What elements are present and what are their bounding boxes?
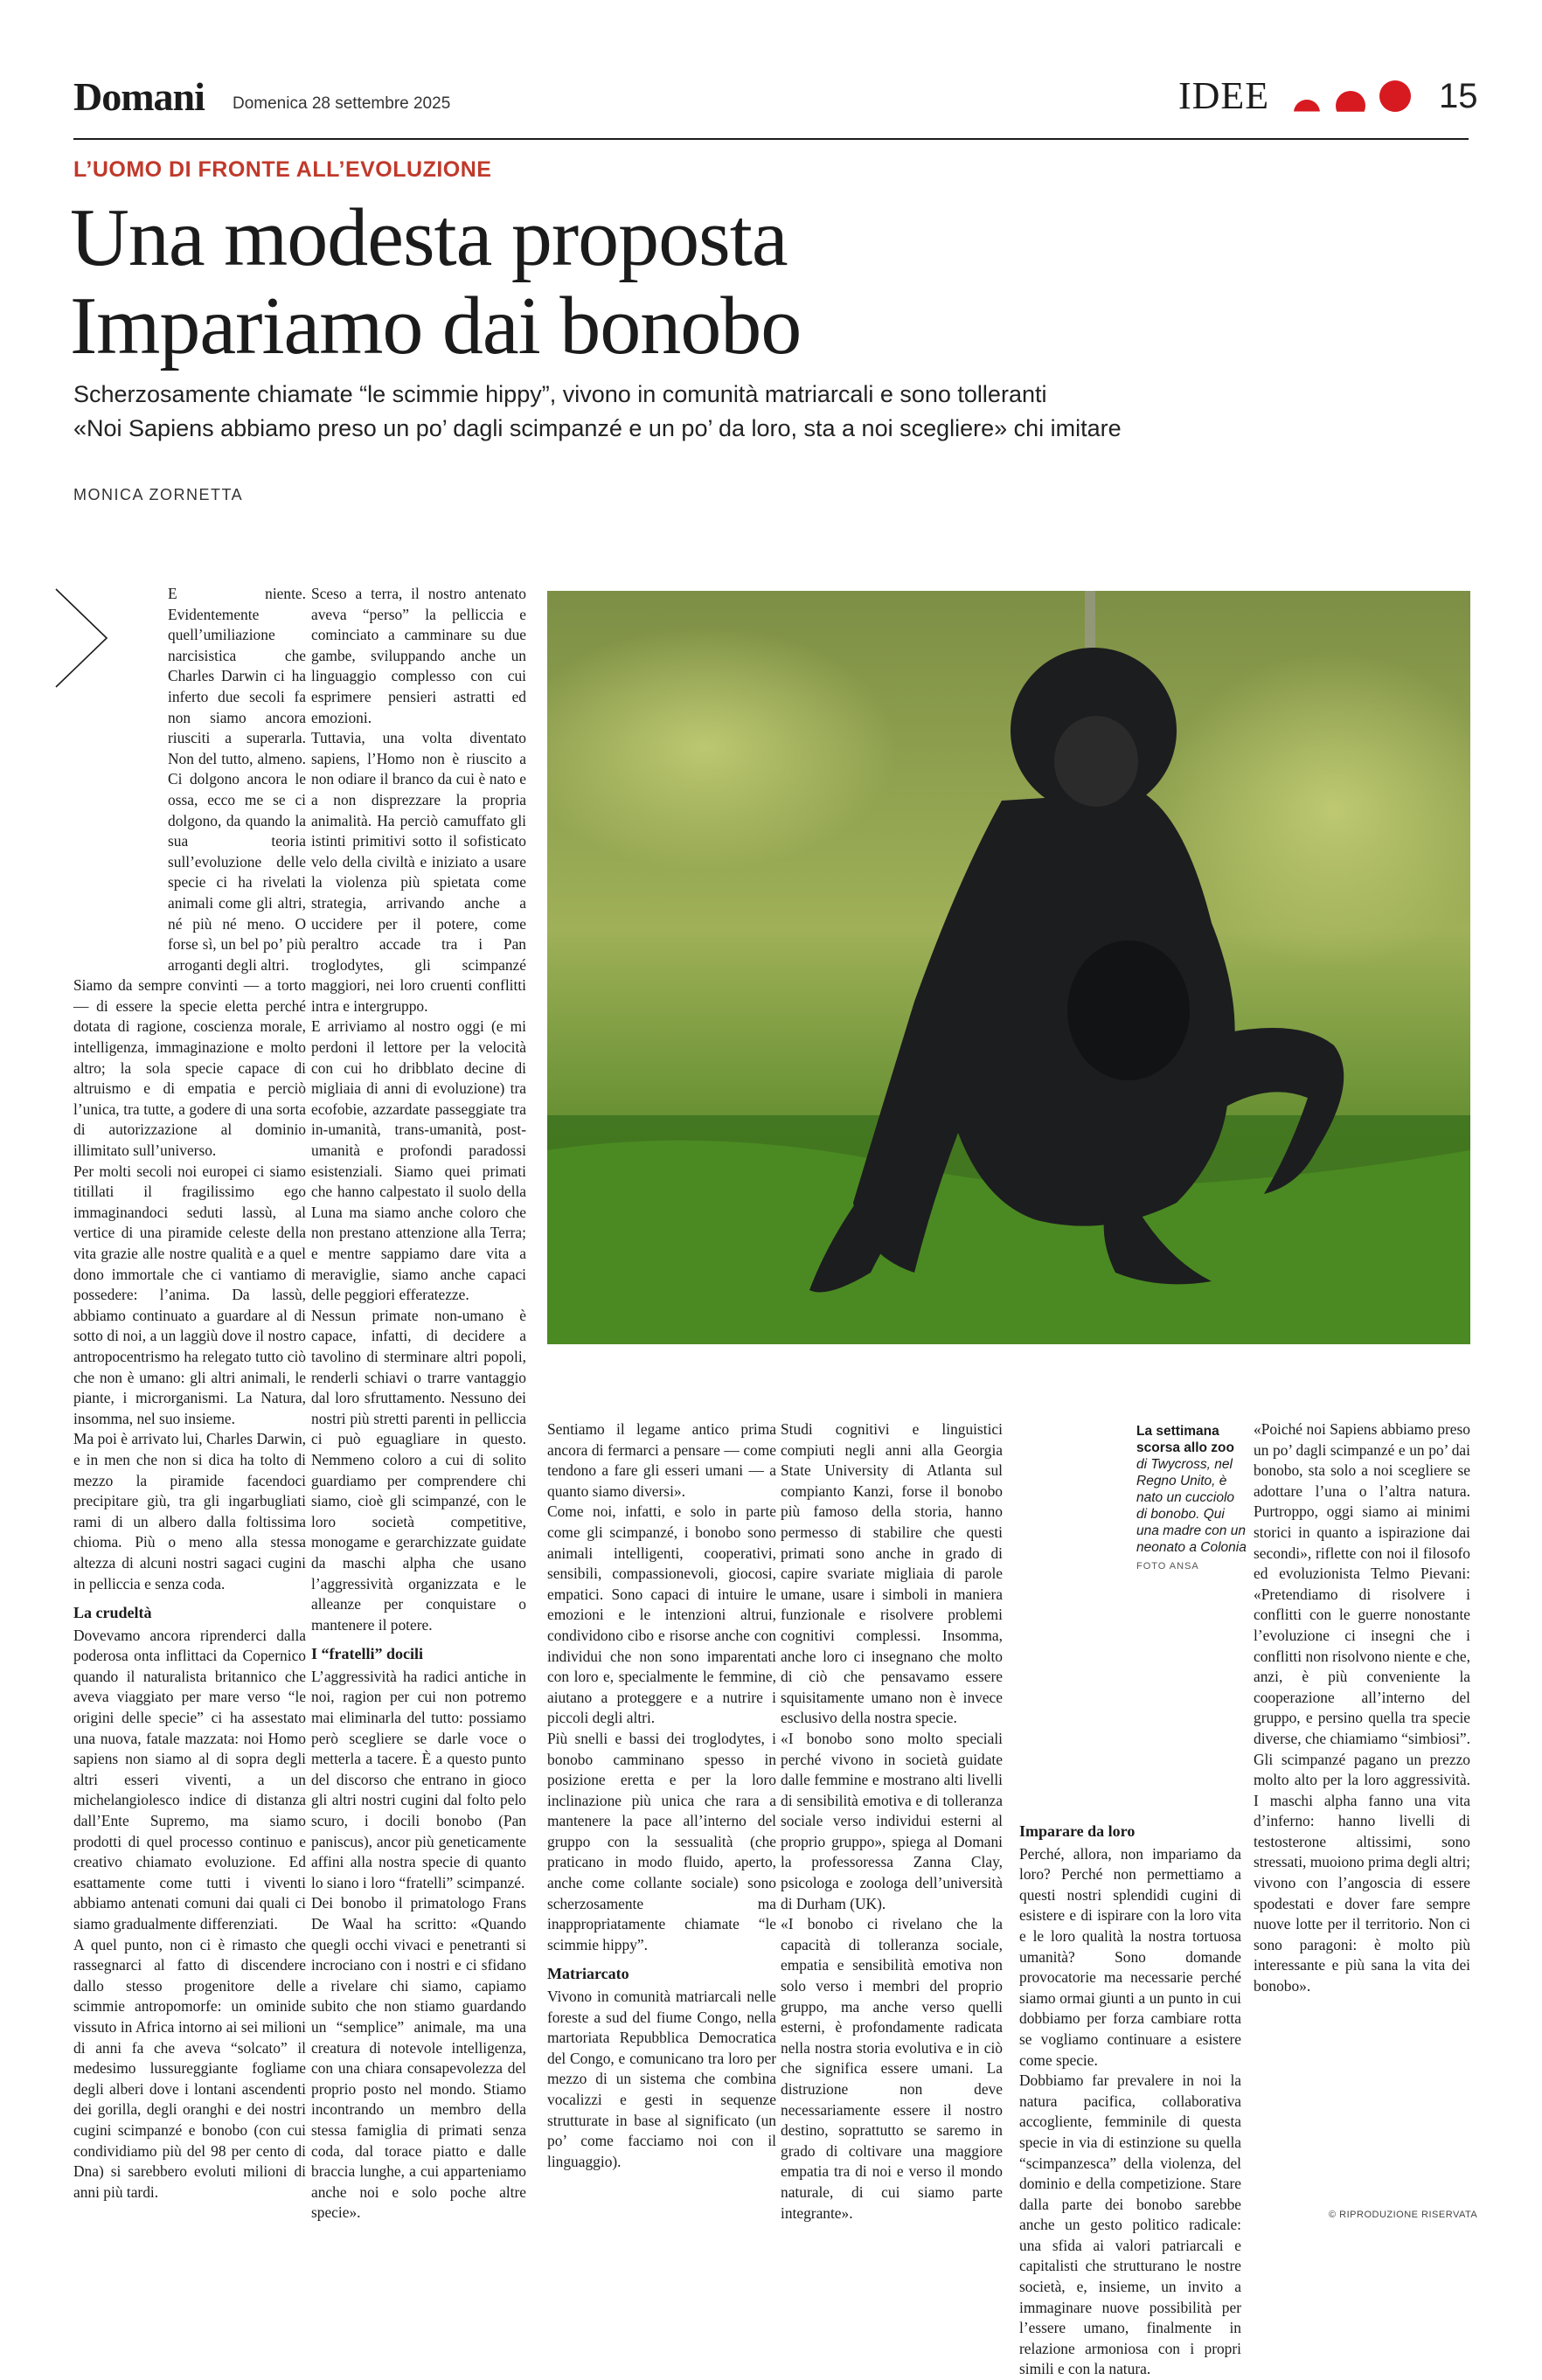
paragraph: «Poiché noi Sapiens abbiamo preso un po’ dagli scimpanzé e un po’ dai bonobo, sta solo a noi scegliere se adottare l’una o l’altra natura. Purtroppo, oggi siamo ai minimi storici in quanto a ispirazione dai secondi», riflette con noi il filosofo ed evoluzionista Telmo Pievani: «Pretendiamo di risolvere i conflitti con le guerre nonostante l’evoluzione ci insegni che i conflitti non risolvono niente e che, anzi, è più conveniente la cooperazione all’interno del gruppo, e persino quella tra specie diverse, che chiamiamo “simbiosi”. Gli scimpanzé pagano un prezzo molto alto per la loro aggressività. I maschi alpha fanno una vita d’inferno: hanno livelli di testosterone altissimi, sono stressati, muoiono prima degli altri; vivono con l’angoscia di essere spodestati e dover fare sempre nuove lotte per il territorio. Non ci sono paragoni: è molto più interessante e più sana la vita dei bonobo». (1254, 1420, 1470, 1995)
paragraph: Come noi, infatti, e solo in parte come gli scimpanzé, i bonobo sono animali intelligenti, cooperativi, sensibili, compassionevoli, giocosi, empatici. Sono capaci di intuire le emozioni e le intenzioni altrui, condividono cibo e risorse anche con individui che non sono imparentati con loro e, specialmente le femmine, aiutano a proteggere e a nutrire i piccoli degli altri. (547, 1502, 776, 1727)
paragraph: «I bonobo sono molto speciali perché vivono in società guidate dalle femmine e mostrano alti livelli di sensibilità emotiva e di tolleranza sociale verso individui esterni al proprio gruppo», spiega al Domani la professoressa Zanna Clay, psicologa e zoologa dell’università di Durham (UK). (781, 1729, 1003, 1912)
article-column-5 (1019, 1821, 1241, 2380)
masthead-logo: Domani (73, 74, 205, 119)
headline-line-2: Impariamo dai bonobo (70, 281, 802, 371)
paragraph: Dei bonobo il primatologo Frans De Waal ha scritto: «Quando quegli occhi vivaci e penetranti si incrociano con i nostri e ci sfidano a rivelare chi siamo, capiamo subito che non stiamo guardando un “semplice” animale, ma una creatura di notevole intelligenza, con una chiara consapevolezza del proprio posto nel mondo. Stiamo incontrando un membro della stessa famiglia di primati senza coda, dal torace piatto e dalle braccia lunghe, a cui apparteniamo anche noi e solo poche altre specie». (311, 1894, 526, 2222)
section-dot-large (1379, 80, 1411, 112)
article-column-3 (547, 1419, 776, 2172)
bonobo-image (547, 591, 1470, 1344)
paragraph: «I bonobo ci rivelano che la capacità di tolleranza sociale, empatia e sensibilità emotiva non solo verso i membri del proprio gruppo, ma anche verso quelli esterni, è profondamente radicata nella nostra storia evolutiva e in ciò che significa essere umani. La distruzione non deve necessariamente essere il nostro destino, soprattutto se saremo in grado di coltivare una maggiore empatia tra di noi e verso il mondo naturale, di cui siamo parte integrante». (781, 1915, 1003, 2222)
section-label: IDEE (1178, 74, 1270, 117)
bonobo-photo (547, 591, 1470, 1344)
paragraph: A quel punto, non ci è rimasto che rassegnarci al fatto di discendere dallo stesso progenitore delle scimmie antropomorfe: un ominide vissuto in Africa intorno ai sei milioni di anni fa che aveva “solcato” il medesimo lussureggiante fogliame degli alberi dove i lontani ascendenti dei gorilla, degli oranghi e dei nostri cugini scimpanzé e bonobo (con cui condividiamo più del 98 per cento di Dna) si sarebbero evoluti milioni di anni più tardi. (73, 1935, 306, 2201)
issue-date: Domenica 28 settembre 2025 (233, 94, 451, 113)
article-headline (70, 194, 801, 371)
paragraph: Studi cognitivi e linguistici compiuti negli anni alla Georgia State University di Atlanta sul compianto Kanzi, forse il bonobo più famoso della storia, hanno permesso di stabilire che questi primati sono anche in grado di capire svariate migliaia di parole umane, usare i simboli in maniera funzionale e risolvere problemi cognitivi complessi. Insomma, anche loro ci insegnano che molto di ciò che pensavamo essere squisitamente umano non è invece esclusivo della nostra specie. (781, 1420, 1003, 1727)
paragraph: Per molti secoli noi europei ci siamo titillati il fragilissimo ego immaginandoci seduti lassù, al vertice di una piramide celeste della vita grazie alle nostre qualità e a quel dono immortale che ci vantiamo di possedere: l’anima. Da lassù, abbiamo continuato a guardare al di sotto di noi, a un laggiù dove il nostro antropocentrismo ha relegato tutto ciò che non è umano: gli altri animali, le piante, i microrganismi. La Natura, insomma, nel suo insieme. (73, 1162, 306, 1427)
section-dot-medium (1336, 91, 1365, 121)
paragraph: Dobbiamo far prevalere in noi la natura pacifica, collaborativa accogliente, femminile di questa specie in via di estinzione su quella “scimpanzesca” della violenza, del dominio e della competizione. Stare dalla parte dei bonobo sarebbe anche un gesto politico radicale: una sfida ai valori patriarcali e capitalisti che strutturano le nostre società, e, insieme, un invito a immaginare nuove possibilità per l’essere umano, finalmente in relazione armoniosa con i propri simili e con la natura. (1019, 2071, 1241, 2378)
subtitle-line-1: Scherzosamente chiamate “le scimmie hippy”, vivono in comunità matriarcali e sono tolleranti (73, 381, 1047, 407)
paragraph: Perché, allora, non impariamo da loro? Perché non permettiamo a questi nostri splendidi cugini di esistere e di ispirare con la loro vita e le loro qualità la nostra tortuosa umanità? Sono domande provocatorie ma necessarie perché siamo ormai giunti a un punto in cui dobbiamo per forza cambiare rotta se vogliamo continuare a esistere come specie. (1019, 1844, 1241, 2069)
subheading-matriarcato: Matriarcato (547, 1965, 629, 1983)
section-dot-small (1294, 100, 1320, 126)
paragraph: Sceso a terra, il nostro antenato aveva “perso” la pelliccia e cominciato a camminare su due gambe, sviluppando anche un linguaggio complesso con cui esprimere pensieri astratti ed emozioni. (311, 585, 526, 726)
caption-title: La settimana scorsa allo zoo (1136, 1424, 1234, 1455)
article-column-2 (311, 584, 526, 2224)
author-byline: MONICA ZORNETTA (73, 486, 244, 503)
paragraph: Nessun primate non-umano è capace, infatti, di decidere a tavolino di sterminare altri popoli, renderli schiavi o trarre vantaggio dal loro sfruttamento. Nessuno dei nostri più stretti parenti in pelliccia ci può eguagliare in questo. Nemmeno coloro a cui di solito guardiamo per comprendere chi siamo, cioè gli scimpanzé, con le loro società competitive, monogame e gerarchizzate guidate da maschi alpha che usano l’aggressività organizzata e le alleanze per conquistare o mantenere il potere. (311, 1306, 526, 1634)
caption-body: di Twycross, nel Regno Unito, è nato un cucciolo di bonobo. Qui una madre con un neonato a Colonia (1136, 1457, 1247, 1555)
header-rule (73, 138, 1469, 140)
page-number: 15 (1439, 77, 1478, 115)
paragraph: Sentiamo il legame antico prima ancora di fermarci a pensare — come tendono a fare gli esseri umani — a quanto siamo diversi». (547, 1420, 776, 1500)
paragraph: Ma poi è arrivato lui, Charles Darwin, e in men che non si dica ha tolto di mezzo la piramide facendoci precipitare giù, tra gli ingarbugliati rami di un albero dalla foltissima chioma. Più o meno alla stessa altezza di alcuni nostri sagaci cugini in pelliccia e senza coda. (73, 1430, 306, 1592)
article-column-1 (73, 584, 306, 2203)
copyright-notice: © RIPRODUZIONE RISERVATA (1329, 2210, 1478, 2220)
paragraph: L’aggressività ha radici antiche in noi, ragion per cui non potremo mai eliminarla del tutto: possiamo però scegliere se darle voce o metterla a tacere. È a questo punto del discorso che entrano in gioco gli altri nostri cugini dal folto pelo scuro, i docili bonobo (Pan paniscus), ancor più geneticamente affini alla nostra specie di quanto lo siano i loro “fratelli” scimpanzé. (311, 1667, 526, 1891)
subheading-imparare-da-loro: Imparare da loro (1019, 1822, 1136, 1840)
paragraph: Vivono in comunità matriarcali nelle foreste a sud del fiume Congo, nella martoriata Repubblica Democratica del Congo, e comunicano tra loro per mezzo di un sistema che combina vocalizzi e gesti in sequenze strutturate in base al significato (un po’ come facciamo noi con il linguaggio). (547, 1988, 776, 2170)
photo-caption (1136, 1423, 1248, 1575)
paragraph: Dovevamo ancora riprenderci dalla poderosa onta inflittaci da Copernico quando il naturalista britannico che aveva viaggiato per mare verso “le origini delle specie” ci ha assestato una nuova, fatale mazzata: noi Homo sapiens non siamo al di sopra degli altri esseri viventi, a un michelangiolesco indice di distanza dall’Ente Supremo, ma siamo prodotti di quel processo continuo e creativo chiamato evoluzione. Ed esattamente come tutti i viventi abbiamo antenati comuni dai quali ci siamo gradualmente differenziati. (73, 1626, 306, 1932)
headline-line-1: Una modesta proposta (70, 192, 788, 283)
article-column-4 (781, 1419, 1003, 2224)
article-column-6 (1254, 1419, 1470, 1997)
subheading-fratelli-docili: I “fratelli” docili (311, 1645, 423, 1663)
paragraph: Più snelli e bassi dei troglodytes, i bonobo camminano spesso in posizione eretta e per la loro inclinazione più unica che rara a mantenere la pace all’interno del gruppo con la sessualità (che praticano in modo fluido, aperto, anche come collante sociale) sono scherzosamente ma inappropriatamente chiamate “le scimmie hippy”. (547, 1729, 776, 1953)
paragraph: E arriviamo al nostro oggi (e mi perdoni il lettore per la velocità con cui ho dribblato decine di migliaia di anni di evoluzione) tra ecofobie, azzardate passeggiate tra in-umanità, trans-umanità, post-umanità e profondi paradossi esistenziali. Siamo quei primati che hanno calpestato il suolo della Luna ma siamo anche coloro che non prestano attenzione alla Terra; e mentre sappiamo dare vita a meraviglie, siamo anche capaci delle peggiori efferatezze. (311, 1017, 526, 1304)
photo-credit: FOTO ANSA (1136, 1561, 1199, 1572)
paragraph: Tuttavia, una volta diventato sapiens, l’Homo non è riuscito a non odiare il branco da cui è nato e a non disprezzare la propria animalità. Ha perciò camuffato gli istinti primitivi sotto il sofisticato velo della civiltà e iniziato a usare la violenza più spietata come strategia, arrivando anche a uccidere per il potere, come peraltro accade tra i Pan troglodytes, gli scimpanzé maggiori, nei loro cruenti conflitti intra e intergruppo. (311, 729, 526, 1015)
lead-paragraph: E niente. Evidentemente quell’umiliazione narcisistica che Charles Darwin ci ha inferto due secoli fa non siamo ancora riusciti a superarla. Non del tutto, almeno. Ci dolgono ancora le ossa, ecco me se ci dolgono, da quando la sua teoria sull’evoluzione delle specie ci ha rivelati animali come gli altri, né più né meno. O forse sì, un bel po’ più arroganti degli altri. (168, 585, 306, 974)
subtitle-line-2: «Noi Sapiens abbiamo preso un po’ dagli scimpanzé e un po’ da loro, sta a noi scegliere» chi imitare (73, 415, 1122, 441)
article-subtitle (73, 378, 1472, 446)
article-kicker: L’UOMO DI FRONTE ALL’EVOLUZIONE (73, 157, 492, 182)
subheading-crudelta: La crudeltà (73, 1604, 152, 1622)
paragraph: Siamo da sempre convinti — a torto — di essere la specie eletta perché dotata di ragione, coscienza morale, intelligenza, immaginazione e molto altro; la sola specie capace di altruismo e di empatia e perciò l’unica, tra tutte, a godere di una sorta di autorizzazione al dominio illimitato sull’universo. (73, 976, 306, 1160)
